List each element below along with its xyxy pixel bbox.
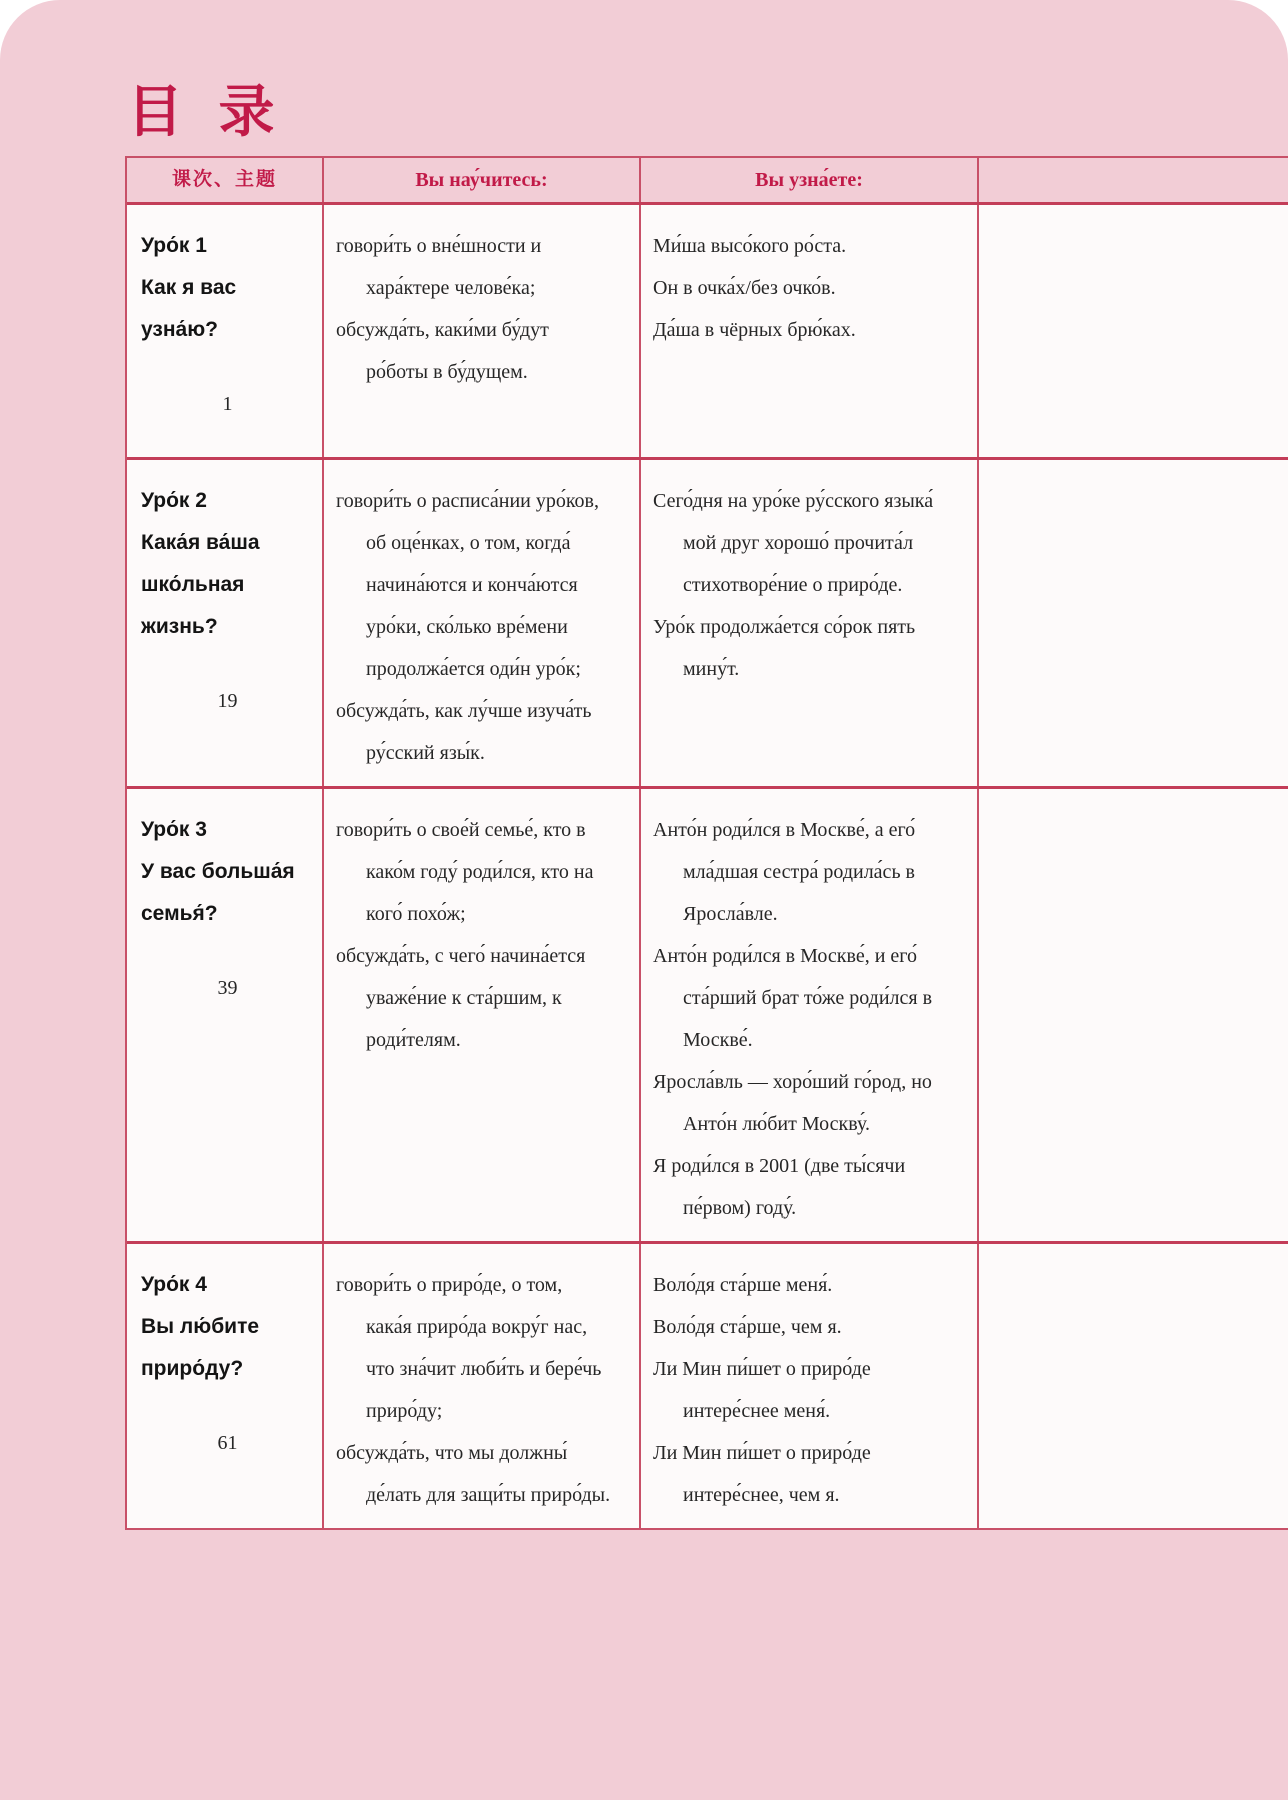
table-row — [127, 457, 1288, 786]
text-line: говори́ть о вне́шности и — [336, 235, 542, 257]
text-line: Анто́н роди́лся в Москве́, а его́ — [653, 819, 916, 841]
text-line: обсужда́ть, каки́ми бу́дут — [336, 319, 549, 341]
text-line: Анто́н лю́бит Москву́. — [683, 1113, 871, 1135]
learn-cell — [322, 205, 639, 457]
text-line: Уро́к продолжа́ется со́рок пять — [653, 616, 916, 638]
text-line: продолжа́ется оди́н уро́к; — [366, 658, 581, 680]
text-line: обсужда́ть, как лу́чше изуча́ть — [336, 700, 592, 722]
text-line: кака́я приро́да вокру́г нас, — [366, 1316, 588, 1338]
lesson-title-line: семья́? — [141, 902, 218, 925]
text-line: де́лать для защи́ты приро́ды. — [366, 1484, 611, 1506]
text-line: Да́ша в чёрных брю́ках. — [653, 319, 856, 341]
text-line: интере́снее меня́. — [683, 1400, 831, 1422]
lesson-title-line: узна́ю? — [141, 318, 218, 341]
know-cell — [639, 789, 977, 1241]
lesson-title-line: жизнь? — [141, 615, 218, 638]
lesson-title-line: Уро́к 3 — [141, 818, 207, 841]
header-cell-lesson: 课次、主题 — [171, 169, 277, 190]
lesson-page-number: 19 — [217, 690, 238, 712]
learn-cell — [322, 460, 639, 786]
know-cell — [639, 205, 977, 457]
lesson-title-line: Уро́к 1 — [141, 234, 207, 257]
text-line: како́м году́ роди́лся, кто на — [366, 861, 594, 883]
header-cell-know: Вы узна́ете: — [639, 158, 977, 202]
page-title: 目 录 — [127, 80, 285, 143]
text-line: Москве́. — [683, 1029, 753, 1051]
text-line: мла́дшая сестра́ родила́сь в — [683, 861, 916, 883]
text-line: ста́рший брат то́же роди́лся в — [683, 987, 933, 1009]
text-line: Воло́дя ста́рше меня́. — [653, 1274, 833, 1296]
header-cell-extra — [977, 158, 1288, 202]
text-line: Ли Мин пи́шет о приро́де — [653, 1442, 871, 1464]
lesson-cell — [127, 1244, 322, 1528]
text-line: уваже́ние к ста́ршим, к — [366, 987, 562, 1009]
header-cell-learn: Вы нау́читесь: — [322, 158, 639, 202]
lesson-title-line: Уро́к 2 — [141, 489, 207, 512]
text-line: мину́т. — [683, 658, 740, 680]
text-line: Ли Мин пи́шет о приро́де — [653, 1358, 871, 1380]
table-row — [127, 1241, 1288, 1528]
text-line: ро́боты в бу́дущем. — [366, 361, 528, 383]
text-line: роди́телям. — [366, 1029, 461, 1051]
lesson-title-line: шко́льная — [141, 573, 245, 596]
lesson-page-number: 61 — [217, 1432, 238, 1454]
text-line: мой друг хорошо́ прочита́л — [683, 532, 914, 554]
table-row — [127, 786, 1288, 1241]
lesson-title-line: Уро́к 4 — [141, 1273, 207, 1296]
text-line: стихотворе́ние о приро́де. — [683, 574, 903, 596]
learn-cell — [322, 789, 639, 1241]
lesson-title-line: Как я вас — [141, 276, 237, 299]
extra-cell — [977, 1244, 1288, 1528]
lesson-cell — [127, 789, 322, 1241]
text-line: обсужда́ть, что мы должны́ — [336, 1442, 568, 1464]
lesson-title-line: приро́ду? — [141, 1357, 244, 1380]
text-line: об оце́нках, о том, когда́ — [366, 532, 571, 554]
lesson-title-line: У вас больша́я — [141, 860, 295, 883]
lesson-title-line: Кака́я ва́ша — [141, 531, 260, 554]
extra-cell — [977, 460, 1288, 786]
extra-cell — [977, 789, 1288, 1241]
text-line: уро́ки, ско́лько вре́мени — [366, 616, 568, 638]
text-line: Ми́ша высо́кого ро́ста. — [653, 235, 847, 257]
text-line: Он в очка́х/без очко́в. — [653, 277, 836, 299]
text-line: Воло́дя ста́рше, чем я. — [653, 1316, 842, 1338]
text-line: говори́ть о свое́й семье́, кто в — [336, 819, 586, 841]
text-line: начина́ются и конча́ются — [366, 574, 578, 596]
text-line: хара́ктере челове́ка; — [366, 277, 536, 299]
text-line: говори́ть о расписа́нии уро́ков, — [336, 490, 599, 512]
text-line: Яросла́вле. — [683, 903, 778, 925]
text-line: Я роди́лся в 2001 (две ты́сячи — [653, 1155, 906, 1177]
toc-table — [125, 156, 1288, 1530]
text-line: ру́сский язы́к. — [366, 742, 485, 764]
text-line: Яросла́вль — хоро́ший го́род, но — [653, 1071, 932, 1093]
lesson-page-number: 1 — [222, 393, 233, 415]
text-line: приро́ду; — [366, 1400, 443, 1422]
learn-cell — [322, 1244, 639, 1528]
text-line: что зна́чит люби́ть и бере́чь — [366, 1358, 602, 1380]
extra-cell — [977, 205, 1288, 457]
know-cell — [639, 460, 977, 786]
text-line: говори́ть о приро́де, о том, — [336, 1274, 563, 1296]
know-cell — [639, 1244, 977, 1528]
text-line: интере́снее, чем я. — [683, 1484, 840, 1506]
text-line: кого́ похо́ж; — [366, 903, 466, 925]
text-line: Анто́н роди́лся в Москве́, и его́ — [653, 945, 917, 967]
lesson-cell — [127, 460, 322, 786]
header-row — [127, 158, 1288, 202]
text-line: пе́рвом) году́. — [683, 1197, 797, 1219]
lesson-cell — [127, 205, 322, 457]
text-line: Сего́дня на уро́ке ру́сского языка́ — [653, 490, 934, 512]
table-body — [127, 202, 1288, 1528]
lesson-page-number: 39 — [217, 977, 238, 999]
lesson-title-line: Вы лю́бите — [141, 1315, 260, 1338]
text-line: обсужда́ть, с чего́ начина́ется — [336, 945, 586, 967]
table-row — [127, 202, 1288, 457]
